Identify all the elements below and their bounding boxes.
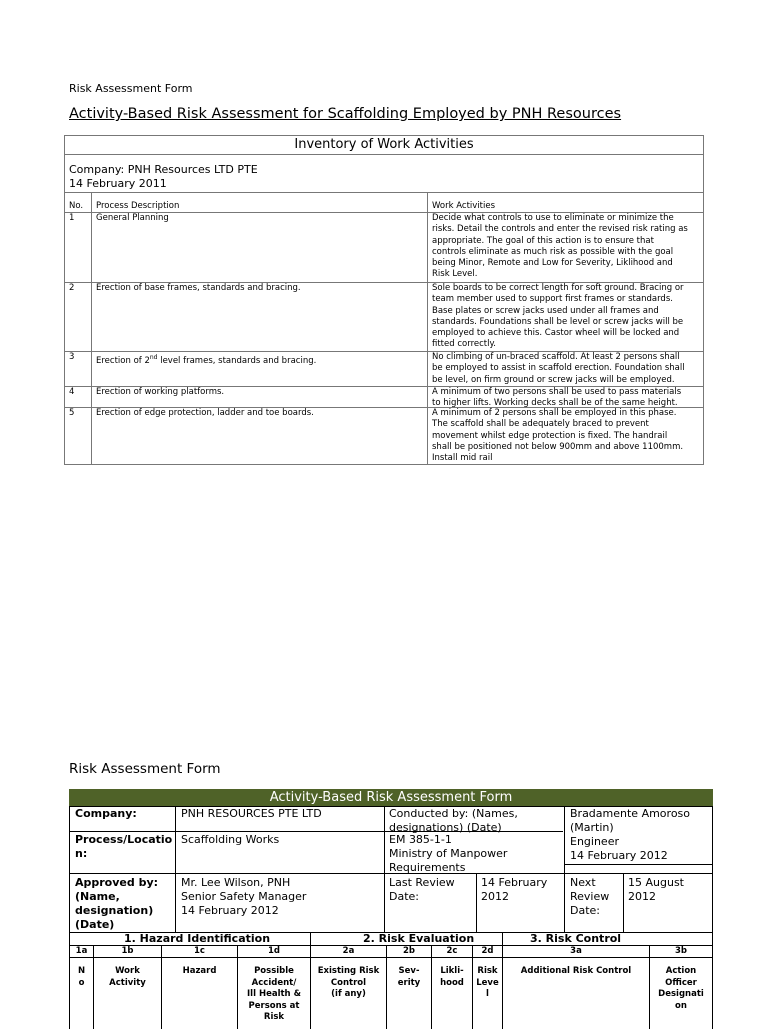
col-code: 3a [570, 946, 582, 956]
col-code: 3b [675, 946, 687, 956]
approved-by-value: Mr. Lee Wilson, PNH Senior Safety Manager 14 February 2012 [181, 876, 307, 917]
process-description: Erection of edge protection, ladder and toe boards. [96, 408, 314, 418]
company-value: PNH RESOURCES PTE LTD [181, 807, 322, 820]
col-code: 2a [342, 946, 355, 956]
approved-by-label: Approved by: (Name, designation) (Date) [75, 876, 159, 931]
last-review-label: Last Review Date: [389, 876, 455, 903]
col-head-likelihood: Likli- hood [440, 966, 464, 988]
company-label: Company: [75, 807, 137, 820]
work-activities: Sole boards to be correct length for soft ground. Bracing or team member used to support first frames or standards. Base plates or screw jacks used under all frames and standards. Foundations shall be level or screw jacks will be employed to achieve this. Castor wheel will be locked and fitted correctly. [432, 283, 684, 350]
document-title: Activity-Based Risk Assessment for Scaffolding Employed by PNH Resources [69, 106, 622, 122]
process-value: Scaffolding Works [181, 833, 280, 846]
row-number: 5 [69, 408, 75, 418]
col-head-severity: Sev- erity [397, 966, 421, 988]
col-code: 1d [268, 946, 280, 956]
section-hazard-identification: 1. Hazard Identification [124, 932, 271, 945]
row-number: 2 [69, 283, 75, 293]
work-activities: A minimum of 2 persons shall be employed in this phase. The scaffold shall be adequately braced to prevent movement whilst edge protection is fixed. The handrail shall be positioned not below 900mm and above 1100mm. Install mid rail [432, 408, 684, 464]
company-line: Company: PNH Resources LTD PTE [69, 163, 258, 176]
col-code: 1a [75, 946, 88, 956]
col-head-existing-risk-control: Existing Risk Control (if any) [317, 966, 380, 999]
process-description: Erection of base frames, standards and bracing. [96, 283, 301, 293]
col-head-hazard: Hazard [182, 966, 217, 976]
last-review-value: 14 February 2012 [481, 876, 548, 903]
process-description: Erection of 2nd level frames, standards and bracing. [96, 354, 317, 366]
col-code: 2b [403, 946, 415, 956]
company-block [69, 163, 258, 191]
col-head-possible-accident: Possible Accident/ Ill Health & Persons at Risk [247, 966, 301, 1022]
row-number: 1 [69, 213, 75, 223]
col-head-no: N o [77, 966, 86, 988]
reference-value: EM 385-1-1 Ministry of Manpower Requirements [389, 833, 508, 874]
section-risk-evaluation: 2. Risk Evaluation [363, 932, 475, 945]
row-number: 4 [69, 387, 75, 397]
col-code: 1b [121, 946, 134, 956]
row-number: 3 [69, 352, 75, 362]
col-head-additional-risk-control: Additional Risk Control [520, 966, 632, 976]
next-review-value: 15 August 2012 [628, 876, 684, 903]
inventory-table [64, 135, 704, 465]
form-header: Risk Assessment Form [69, 82, 193, 95]
date-line: 14 February 2011 [69, 177, 167, 190]
col-code: 1c [194, 946, 205, 956]
col-head-risk-level: Risk Leve l [476, 966, 499, 999]
col-head-work-activity: Work Activity [109, 966, 146, 988]
section-risk-control: 3. Risk Control [530, 932, 622, 945]
col-header-no: No. [69, 201, 84, 211]
conducted-by-value: Bradamente Amoroso (Martin) Engineer 14 February 2012 [570, 807, 691, 862]
form-title-band: Activity-Based Risk Assessment Form [69, 789, 713, 806]
form-header: Risk Assessment Form [69, 761, 221, 777]
col-code: 2c [446, 946, 458, 956]
col-header-activities: Work Activities [432, 201, 496, 211]
work-activities: A minimum of two persons shall be used to pass materials to higher lifts. Working decks shall be of the same height. [432, 387, 682, 409]
col-head-action-officer: Action Officer Designati on [658, 966, 704, 1011]
col-code: 2d [481, 946, 494, 956]
conducted-by-label: Conducted by: (Names, designations) (Date) [389, 807, 518, 834]
risk-assessment-table [69, 789, 713, 1029]
next-review-label: Next Review Date: [570, 876, 610, 917]
process-description: Erection of working platforms. [96, 387, 225, 397]
process-label: Process/Locatio n: [75, 833, 173, 860]
table-caption: Inventory of Work Activities [65, 136, 703, 155]
work-activities: Decide what controls to use to eliminate or minimize the risks. Detail the controls and enter the revised risk rating as appropriate. The goal of this action is to ensure that controls eliminate as much risk as possible with the goal being Minor, Remote and Low for Severity, Liklihood and Risk Level. [432, 213, 688, 280]
process-description: General Planning [96, 213, 169, 223]
work-activities: No climbing of un-braced scaffold. At least 2 persons shall be employed to assist in scaffold erection. Foundation shall be level, on firm ground or screw jacks will be employed. [432, 352, 685, 385]
col-header-process: Process Description [96, 201, 180, 211]
